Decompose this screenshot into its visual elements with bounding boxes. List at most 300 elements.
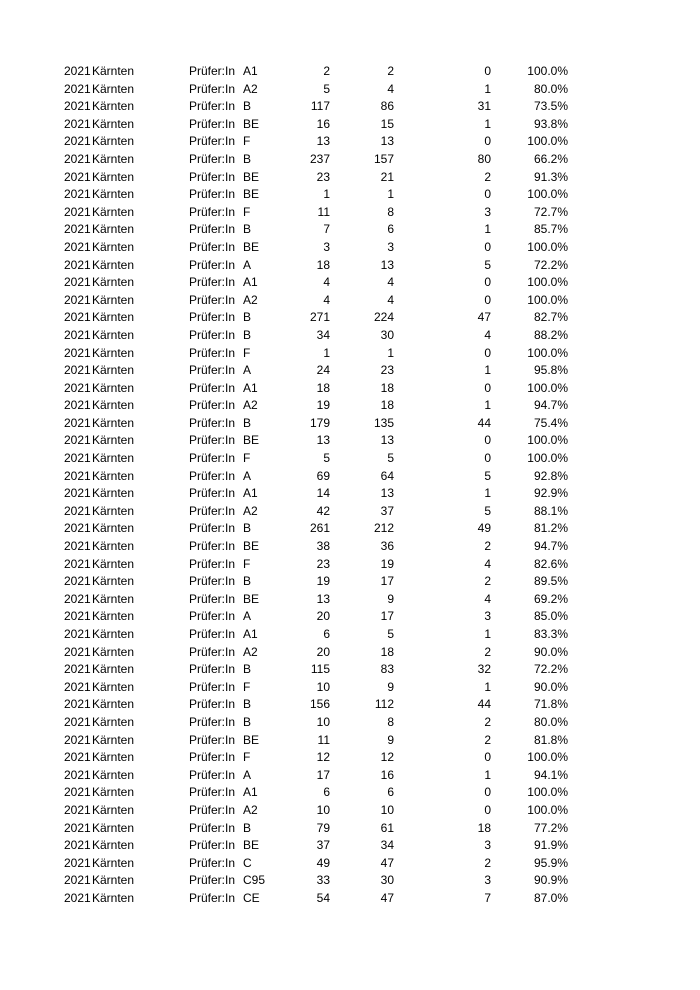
license-class-cell: B bbox=[243, 521, 252, 536]
year-cell: 2021 bbox=[64, 187, 91, 202]
table-row bbox=[0, 837, 700, 855]
license-class-cell: A2 bbox=[243, 503, 258, 518]
region-cell: Kärnten bbox=[92, 187, 135, 202]
passed-count-cell: 21 bbox=[380, 169, 394, 184]
failed-count-cell: 2 bbox=[484, 732, 491, 747]
passed-count-cell: 4 bbox=[387, 275, 394, 290]
region-cell: Kärnten bbox=[92, 591, 135, 606]
region-cell: Kärnten bbox=[92, 855, 135, 870]
license-class-cell: B bbox=[243, 662, 252, 677]
license-class-cell: A bbox=[243, 609, 252, 624]
year-cell: 2021 bbox=[64, 415, 91, 430]
total-count-cell: 37 bbox=[316, 838, 330, 853]
passed-count-cell: 86 bbox=[380, 99, 394, 114]
failed-count-cell: 5 bbox=[484, 503, 491, 518]
table-row bbox=[0, 239, 700, 257]
total-count-cell: 18 bbox=[316, 257, 330, 272]
total-count-cell: 237 bbox=[309, 151, 330, 166]
failed-count-cell: 18 bbox=[477, 820, 491, 835]
table-row bbox=[0, 591, 700, 609]
region-cell: Kärnten bbox=[92, 239, 135, 254]
examiner-role-cell: Prüfer:In bbox=[189, 714, 236, 729]
year-cell: 2021 bbox=[64, 644, 91, 659]
pass-rate-cell: 89.5% bbox=[533, 574, 568, 589]
table-row bbox=[0, 644, 700, 662]
table-row bbox=[0, 802, 700, 820]
total-count-cell: 69 bbox=[316, 468, 330, 483]
region-cell: Kärnten bbox=[92, 169, 135, 184]
region-cell: Kärnten bbox=[92, 134, 135, 149]
passed-count-cell: 5 bbox=[387, 627, 394, 641]
table-row bbox=[0, 292, 700, 310]
examiner-role-cell: Prüfer:In bbox=[189, 697, 236, 712]
passed-count-cell: 9 bbox=[387, 732, 394, 747]
license-class-cell: BE bbox=[243, 169, 260, 184]
region-cell: Kärnten bbox=[92, 767, 135, 782]
year-cell: 2021 bbox=[64, 486, 91, 501]
region-cell: Kärnten bbox=[92, 539, 135, 554]
license-class-cell: B bbox=[243, 574, 252, 589]
failed-count-cell: 1 bbox=[484, 363, 491, 378]
examiner-role-cell: Prüfer:In bbox=[189, 855, 236, 870]
region-cell: Kärnten bbox=[92, 204, 135, 219]
failed-count-cell: 0 bbox=[484, 433, 491, 448]
region-cell: Kärnten bbox=[92, 697, 135, 712]
year-cell: 2021 bbox=[64, 838, 91, 853]
year-cell: 2021 bbox=[64, 890, 91, 905]
examiner-role-cell: Prüfer:In bbox=[189, 539, 236, 554]
table-row bbox=[0, 362, 700, 380]
passed-count-cell: 13 bbox=[380, 257, 394, 272]
examiner-role-cell: Prüfer:In bbox=[189, 398, 236, 413]
total-count-cell: 23 bbox=[316, 169, 330, 184]
table-row bbox=[0, 872, 700, 890]
year-cell: 2021 bbox=[64, 574, 91, 589]
failed-count-cell: 2 bbox=[484, 169, 491, 184]
table-row bbox=[0, 520, 700, 538]
failed-count-cell: 0 bbox=[484, 785, 491, 800]
license-class-cell: A1 bbox=[243, 627, 258, 641]
region-cell: Kärnten bbox=[92, 257, 135, 272]
table-row bbox=[0, 784, 700, 802]
passed-count-cell: 37 bbox=[380, 503, 394, 518]
year-cell: 2021 bbox=[64, 855, 91, 870]
total-count-cell: 18 bbox=[316, 380, 330, 395]
table-row bbox=[0, 608, 700, 626]
license-class-cell: A bbox=[243, 767, 252, 782]
region-cell: Kärnten bbox=[92, 714, 135, 729]
pass-rate-cell: 100.0% bbox=[527, 750, 568, 765]
failed-count-cell: 0 bbox=[484, 750, 491, 765]
passed-count-cell: 15 bbox=[380, 116, 394, 131]
passed-count-cell: 10 bbox=[380, 802, 394, 817]
total-count-cell: 5 bbox=[323, 451, 330, 466]
failed-count-cell: 5 bbox=[484, 468, 491, 483]
license-class-cell: B bbox=[243, 714, 252, 729]
failed-count-cell: 0 bbox=[484, 64, 491, 78]
pass-rate-cell: 71.8% bbox=[533, 697, 568, 712]
passed-count-cell: 13 bbox=[380, 486, 394, 501]
examiner-role-cell: Prüfer:In bbox=[189, 873, 236, 888]
pass-rate-cell: 94.7% bbox=[533, 398, 568, 413]
failed-count-cell: 44 bbox=[477, 415, 491, 430]
region-cell: Kärnten bbox=[92, 451, 135, 466]
examiner-role-cell: Prüfer:In bbox=[189, 116, 236, 131]
passed-count-cell: 30 bbox=[380, 873, 394, 888]
passed-count-cell: 18 bbox=[380, 644, 394, 659]
pass-rate-cell: 73.5% bbox=[533, 99, 568, 114]
examiner-role-cell: Prüfer:In bbox=[189, 275, 236, 290]
table-row bbox=[0, 679, 700, 697]
year-cell: 2021 bbox=[64, 345, 91, 360]
pass-rate-cell: 69.2% bbox=[533, 591, 568, 606]
pass-rate-cell: 81.8% bbox=[533, 732, 568, 747]
examiner-role-cell: Prüfer:In bbox=[189, 732, 236, 747]
examiner-role-cell: Prüfer:In bbox=[189, 81, 236, 96]
examiner-role-cell: Prüfer:In bbox=[189, 627, 236, 641]
region-cell: Kärnten bbox=[92, 64, 135, 78]
failed-count-cell: 1 bbox=[484, 767, 491, 782]
year-cell: 2021 bbox=[64, 468, 91, 483]
region-cell: Kärnten bbox=[92, 574, 135, 589]
data-table bbox=[0, 63, 700, 908]
region-cell: Kärnten bbox=[92, 99, 135, 114]
passed-count-cell: 1 bbox=[387, 345, 394, 360]
failed-count-cell: 1 bbox=[484, 486, 491, 501]
examiner-role-cell: Prüfer:In bbox=[189, 662, 236, 677]
pass-rate-cell: 91.3% bbox=[533, 169, 568, 184]
examiner-role-cell: Prüfer:In bbox=[189, 591, 236, 606]
region-cell: Kärnten bbox=[92, 627, 135, 641]
region-cell: Kärnten bbox=[92, 609, 135, 624]
examiner-role-cell: Prüfer:In bbox=[189, 433, 236, 448]
table-row bbox=[0, 98, 700, 116]
failed-count-cell: 32 bbox=[477, 662, 491, 677]
year-cell: 2021 bbox=[64, 591, 91, 606]
pass-rate-cell: 88.1% bbox=[533, 503, 568, 518]
year-cell: 2021 bbox=[64, 116, 91, 131]
pass-rate-cell: 75.4% bbox=[533, 415, 568, 430]
pass-rate-cell: 80.0% bbox=[533, 714, 568, 729]
year-cell: 2021 bbox=[64, 327, 91, 342]
examiner-role-cell: Prüfer:In bbox=[189, 187, 236, 202]
passed-count-cell: 30 bbox=[380, 327, 394, 342]
license-class-cell: BE bbox=[243, 187, 260, 202]
year-cell: 2021 bbox=[64, 556, 91, 571]
region-cell: Kärnten bbox=[92, 116, 135, 131]
license-class-cell: BE bbox=[243, 838, 260, 853]
license-class-cell: B bbox=[243, 327, 252, 342]
total-count-cell: 6 bbox=[323, 627, 330, 641]
pass-rate-cell: 100.0% bbox=[527, 292, 568, 307]
examiner-role-cell: Prüfer:In bbox=[189, 134, 236, 149]
total-count-cell: 10 bbox=[316, 802, 330, 817]
total-count-cell: 19 bbox=[316, 398, 330, 413]
table-row bbox=[0, 890, 700, 908]
failed-count-cell: 44 bbox=[477, 697, 491, 712]
year-cell: 2021 bbox=[64, 697, 91, 712]
pass-rate-cell: 93.8% bbox=[533, 116, 568, 131]
total-count-cell: 179 bbox=[309, 415, 330, 430]
examiner-role-cell: Prüfer:In bbox=[189, 257, 236, 272]
table-row bbox=[0, 327, 700, 345]
license-class-cell: A2 bbox=[243, 398, 258, 413]
total-count-cell: 38 bbox=[316, 539, 330, 554]
year-cell: 2021 bbox=[64, 503, 91, 518]
table-row bbox=[0, 696, 700, 714]
license-class-cell: A1 bbox=[243, 486, 258, 501]
failed-count-cell: 0 bbox=[484, 275, 491, 290]
total-count-cell: 79 bbox=[316, 820, 330, 835]
pass-rate-cell: 72.7% bbox=[533, 204, 568, 219]
failed-count-cell: 31 bbox=[477, 99, 491, 114]
failed-count-cell: 1 bbox=[484, 398, 491, 413]
failed-count-cell: 49 bbox=[477, 521, 491, 536]
pass-rate-cell: 90.0% bbox=[533, 679, 568, 694]
region-cell: Kärnten bbox=[92, 820, 135, 835]
table-row bbox=[0, 397, 700, 415]
examiner-role-cell: Prüfer:In bbox=[189, 64, 236, 78]
total-count-cell: 33 bbox=[316, 873, 330, 888]
year-cell: 2021 bbox=[64, 714, 91, 729]
license-class-cell: B bbox=[243, 310, 252, 325]
total-count-cell: 1 bbox=[323, 345, 330, 360]
table-row bbox=[0, 186, 700, 204]
license-class-cell: A bbox=[243, 468, 252, 483]
table-row bbox=[0, 450, 700, 468]
examiner-role-cell: Prüfer:In bbox=[189, 644, 236, 659]
license-class-cell: BE bbox=[243, 732, 260, 747]
license-class-cell: A bbox=[243, 257, 252, 272]
examiner-role-cell: Prüfer:In bbox=[189, 169, 236, 184]
total-count-cell: 17 bbox=[316, 767, 330, 782]
failed-count-cell: 0 bbox=[484, 345, 491, 360]
examiner-role-cell: Prüfer:In bbox=[189, 802, 236, 817]
passed-count-cell: 8 bbox=[387, 204, 394, 219]
year-cell: 2021 bbox=[64, 239, 91, 254]
failed-count-cell: 3 bbox=[484, 838, 491, 853]
pass-rate-cell: 92.9% bbox=[533, 486, 568, 501]
license-class-cell: F bbox=[243, 134, 251, 149]
region-cell: Kärnten bbox=[92, 556, 135, 571]
pass-rate-cell: 85.7% bbox=[533, 222, 568, 237]
passed-count-cell: 16 bbox=[380, 767, 394, 782]
region-cell: Kärnten bbox=[92, 785, 135, 800]
examiner-role-cell: Prüfer:In bbox=[189, 345, 236, 360]
failed-count-cell: 3 bbox=[484, 873, 491, 888]
region-cell: Kärnten bbox=[92, 521, 135, 536]
table-row bbox=[0, 63, 700, 81]
license-class-cell: A1 bbox=[243, 380, 258, 395]
failed-count-cell: 3 bbox=[484, 609, 491, 624]
pass-rate-cell: 100.0% bbox=[527, 64, 568, 78]
table-row bbox=[0, 151, 700, 169]
total-count-cell: 23 bbox=[316, 556, 330, 571]
failed-count-cell: 1 bbox=[484, 679, 491, 694]
year-cell: 2021 bbox=[64, 99, 91, 114]
table-row bbox=[0, 432, 700, 450]
year-cell: 2021 bbox=[64, 539, 91, 554]
table-row bbox=[0, 169, 700, 187]
examiner-role-cell: Prüfer:In bbox=[189, 750, 236, 765]
pass-rate-cell: 100.0% bbox=[527, 785, 568, 800]
total-count-cell: 13 bbox=[316, 134, 330, 149]
passed-count-cell: 6 bbox=[387, 222, 394, 237]
examiner-role-cell: Prüfer:In bbox=[189, 503, 236, 518]
pass-rate-cell: 100.0% bbox=[527, 433, 568, 448]
failed-count-cell: 0 bbox=[484, 451, 491, 466]
passed-count-cell: 34 bbox=[380, 838, 394, 853]
license-class-cell: C bbox=[243, 855, 252, 870]
year-cell: 2021 bbox=[64, 662, 91, 677]
year-cell: 2021 bbox=[64, 785, 91, 800]
examiner-role-cell: Prüfer:In bbox=[189, 486, 236, 501]
table-row bbox=[0, 345, 700, 363]
failed-count-cell: 4 bbox=[484, 556, 491, 571]
passed-count-cell: 2 bbox=[387, 64, 394, 78]
passed-count-cell: 8 bbox=[387, 714, 394, 729]
license-class-cell: B bbox=[243, 697, 252, 712]
pass-rate-cell: 66.2% bbox=[533, 151, 568, 166]
passed-count-cell: 19 bbox=[380, 556, 394, 571]
table-row bbox=[0, 274, 700, 292]
failed-count-cell: 7 bbox=[484, 890, 491, 905]
pass-rate-cell: 81.2% bbox=[533, 521, 568, 536]
year-cell: 2021 bbox=[64, 451, 91, 466]
examiner-role-cell: Prüfer:In bbox=[189, 239, 236, 254]
examiner-role-cell: Prüfer:In bbox=[189, 99, 236, 114]
year-cell: 2021 bbox=[64, 820, 91, 835]
license-class-cell: BE bbox=[243, 116, 260, 131]
total-count-cell: 13 bbox=[316, 591, 330, 606]
total-count-cell: 11 bbox=[317, 732, 330, 747]
license-class-cell: F bbox=[243, 556, 251, 571]
total-count-cell: 19 bbox=[316, 574, 330, 589]
pass-rate-cell: 100.0% bbox=[527, 275, 568, 290]
license-class-cell: C95 bbox=[243, 873, 266, 888]
table-row bbox=[0, 732, 700, 750]
examiner-role-cell: Prüfer:In bbox=[189, 363, 236, 378]
examiner-role-cell: Prüfer:In bbox=[189, 609, 236, 624]
year-cell: 2021 bbox=[64, 609, 91, 624]
region-cell: Kärnten bbox=[92, 644, 135, 659]
examiner-role-cell: Prüfer:In bbox=[189, 222, 236, 237]
failed-count-cell: 0 bbox=[484, 134, 491, 149]
pass-rate-cell: 100.0% bbox=[527, 134, 568, 149]
examiner-role-cell: Prüfer:In bbox=[189, 679, 236, 694]
pass-rate-cell: 94.1% bbox=[533, 767, 568, 782]
failed-count-cell: 0 bbox=[484, 292, 491, 307]
region-cell: Kärnten bbox=[92, 679, 135, 694]
year-cell: 2021 bbox=[64, 363, 91, 378]
license-class-cell: BE bbox=[243, 239, 260, 254]
pass-rate-cell: 95.8% bbox=[533, 363, 568, 378]
license-class-cell: B bbox=[243, 415, 252, 430]
region-cell: Kärnten bbox=[92, 363, 135, 378]
region-cell: Kärnten bbox=[92, 662, 135, 677]
table-row bbox=[0, 661, 700, 679]
year-cell: 2021 bbox=[64, 433, 91, 448]
pass-rate-cell: 82.7% bbox=[533, 310, 568, 325]
passed-count-cell: 13 bbox=[380, 134, 394, 149]
year-cell: 2021 bbox=[64, 521, 91, 536]
failed-count-cell: 4 bbox=[484, 327, 491, 342]
license-class-cell: CE bbox=[243, 890, 260, 905]
examiner-role-cell: Prüfer:In bbox=[189, 380, 236, 395]
pass-rate-cell: 100.0% bbox=[527, 451, 568, 466]
table-row bbox=[0, 503, 700, 521]
total-count-cell: 20 bbox=[316, 644, 330, 659]
total-count-cell: 20 bbox=[316, 609, 330, 624]
pass-rate-cell: 72.2% bbox=[533, 257, 568, 272]
passed-count-cell: 6 bbox=[387, 785, 394, 800]
total-count-cell: 117 bbox=[310, 99, 330, 114]
examiner-role-cell: Prüfer:In bbox=[189, 820, 236, 835]
license-class-cell: A bbox=[243, 363, 252, 378]
examiner-role-cell: Prüfer:In bbox=[189, 292, 236, 307]
passed-count-cell: 13 bbox=[380, 433, 394, 448]
total-count-cell: 10 bbox=[316, 714, 330, 729]
region-cell: Kärnten bbox=[92, 398, 135, 413]
pass-rate-cell: 87.0% bbox=[533, 890, 568, 905]
year-cell: 2021 bbox=[64, 750, 91, 765]
total-count-cell: 5 bbox=[323, 81, 330, 96]
region-cell: Kärnten bbox=[92, 327, 135, 342]
license-class-cell: A2 bbox=[243, 81, 258, 96]
table-row bbox=[0, 309, 700, 327]
total-count-cell: 42 bbox=[316, 503, 330, 518]
year-cell: 2021 bbox=[64, 873, 91, 888]
pass-rate-cell: 90.9% bbox=[533, 873, 568, 888]
total-count-cell: 1 bbox=[323, 187, 330, 202]
table-row bbox=[0, 221, 700, 239]
year-cell: 2021 bbox=[64, 204, 91, 219]
total-count-cell: 7 bbox=[323, 222, 330, 237]
passed-count-cell: 5 bbox=[387, 451, 394, 466]
license-class-cell: A1 bbox=[243, 785, 258, 800]
total-count-cell: 14 bbox=[316, 486, 330, 501]
passed-count-cell: 4 bbox=[387, 81, 394, 96]
examiner-role-cell: Prüfer:In bbox=[189, 451, 236, 466]
region-cell: Kärnten bbox=[92, 433, 135, 448]
examiner-role-cell: Prüfer:In bbox=[189, 767, 236, 782]
table-row bbox=[0, 749, 700, 767]
pass-rate-cell: 90.0% bbox=[533, 644, 568, 659]
examiner-role-cell: Prüfer:In bbox=[189, 890, 236, 905]
passed-count-cell: 47 bbox=[380, 855, 394, 870]
failed-count-cell: 5 bbox=[484, 257, 491, 272]
failed-count-cell: 2 bbox=[484, 714, 491, 729]
table-row bbox=[0, 538, 700, 556]
failed-count-cell: 2 bbox=[484, 574, 491, 589]
region-cell: Kärnten bbox=[92, 873, 135, 888]
table-row bbox=[0, 81, 700, 99]
failed-count-cell: 2 bbox=[484, 644, 491, 659]
license-class-cell: B bbox=[243, 151, 252, 166]
total-count-cell: 156 bbox=[309, 697, 330, 712]
passed-count-cell: 157 bbox=[373, 151, 394, 166]
region-cell: Kärnten bbox=[92, 81, 135, 96]
failed-count-cell: 0 bbox=[484, 802, 491, 817]
table-row bbox=[0, 626, 700, 644]
passed-count-cell: 12 bbox=[380, 750, 394, 765]
total-count-cell: 6 bbox=[323, 785, 330, 800]
pass-rate-cell: 91.9% bbox=[533, 838, 568, 853]
table-row bbox=[0, 714, 700, 732]
examiner-role-cell: Prüfer:In bbox=[189, 521, 236, 536]
table-row bbox=[0, 116, 700, 134]
total-count-cell: 4 bbox=[323, 292, 330, 307]
